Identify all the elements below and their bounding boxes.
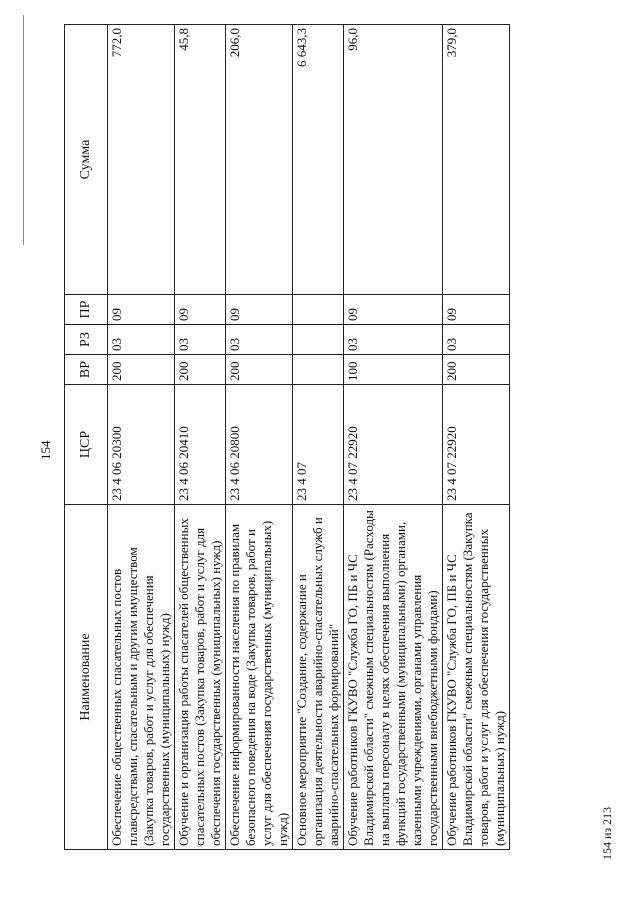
row-rz: 03 (226, 325, 293, 355)
row-pr (293, 295, 344, 325)
row-pr: 09 (175, 295, 226, 325)
row-pr: 09 (443, 295, 510, 325)
row-csr: 23 4 06 20800 (226, 385, 293, 505)
row-name: Обучение работников ГКУВО "Служба ГО, ПБ и ЧС Владимирской области" смежным специальностям (Расходы на выплаты персоналу в целях обеспечения выполнения функций государственными (муниципальными) органами, казенными учреждениями, органами управления государственными внебюджетными фондами) (344, 505, 443, 850)
table-row (293, 25, 344, 850)
row-rz: 03 (175, 325, 226, 355)
row-rz: 03 (108, 325, 175, 355)
row-sum: 379,0 (443, 25, 510, 295)
header-vr: ВР (65, 355, 108, 385)
row-name: Основное мероприятие "Создание, содержание и организация деятельности аварийно-спасательных служб и аварийно-спасательных формирований" (293, 505, 344, 850)
row-rz: 03 (344, 325, 443, 355)
row-vr (293, 355, 344, 385)
budget-table (64, 24, 510, 850)
header-csr: ЦСР (65, 385, 108, 505)
row-vr: 200 (443, 355, 510, 385)
row-csr: 23 4 06 20410 (175, 385, 226, 505)
table-row (108, 25, 175, 850)
header-name: Наименование (65, 505, 108, 850)
row-vr: 100 (344, 355, 443, 385)
page-number: 154 (38, 440, 53, 460)
row-sum: 206,0 (226, 25, 293, 295)
table-row (226, 25, 293, 850)
row-sum: 45,8 (175, 25, 226, 295)
header-row (65, 25, 108, 850)
row-rz: 03 (443, 325, 510, 355)
header-pr: ПР (65, 295, 108, 325)
row-name: Обеспечение информированности населения по правилам безопасного поведения на воде (Закупка товаров, работ и услуг для обеспечения государственных (муниципальных) нужд) (226, 505, 293, 850)
header-sum: Сумма (65, 25, 108, 295)
row-vr: 200 (108, 355, 175, 385)
row-sum: 6 643,3 (293, 25, 344, 295)
row-vr: 200 (175, 355, 226, 385)
row-pr: 09 (108, 295, 175, 325)
row-sum: 772,0 (108, 25, 175, 295)
row-csr: 23 4 07 22920 (344, 385, 443, 505)
page-footer: 154 из 213 (600, 806, 614, 860)
row-csr: 23 4 07 22920 (443, 385, 510, 505)
row-name: Обучение и организация работы спасателей общественных спасательных постов (Закупка товаров, работ и услуг для обеспечения государственных (муниципальных) нужд) (175, 505, 226, 850)
table-row (443, 25, 510, 850)
row-sum: 96,0 (344, 25, 443, 295)
row-pr: 09 (226, 295, 293, 325)
row-name: Обеспечение общественных спасательных постов плавсредствами, спасательным и другим имуществом (Закупка товаров, работ и услуг для обеспечения государственных (муниципальных) нужд) (108, 505, 175, 850)
row-rz (293, 325, 344, 355)
row-csr: 23 4 07 (293, 385, 344, 505)
row-pr: 09 (344, 295, 443, 325)
row-csr: 23 4 06 20300 (108, 385, 175, 505)
row-vr: 200 (226, 355, 293, 385)
table-row (175, 25, 226, 850)
row-name: Обучение работников ГКУВО "Служба ГО, ПБ и ЧС Владимирской области" смежным специальностям (Закупка товаров, работ и услуг для обеспечения государственных (муниципальных) нужд) (443, 505, 510, 850)
top-rule (23, 15, 24, 245)
table-row (344, 25, 443, 850)
header-rz: РЗ (65, 325, 108, 355)
